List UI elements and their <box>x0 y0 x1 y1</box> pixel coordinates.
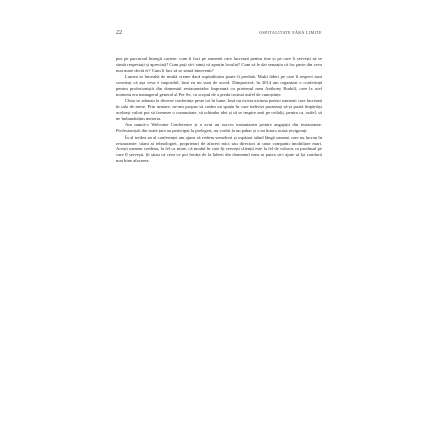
body-text <box>116 56 322 164</box>
running-title: OSPITALITATE FĂRĂ LIMITE <box>259 30 322 35</box>
paragraph: pus pe parcursul întregii cariere: cum îi faci pe oamenii care lucrează pentru tine și pe care îi servești să se simtă respectați și apreciați? Cum poți să-i simți că aparțin locului? Cum să le dai senzația că fac parte din ceva mai mare decât ei? Cum îi faci să se simtă binevenit? <box>116 56 322 73</box>
paragraph: Am numit-o Welcome Conference și a avut un succes instantaneu printre angajații din restaurante. Profesioniștii din toată țara au participat la prelegeri, au vorbit la un pahar și s-au întors acasă revigorați. <box>116 122 322 133</box>
paragraph: Lumea se întreabă de multă vreme dacă ospitalitatea poate fi predată. Mulți lideri pe care îi respect sunt convinși că așa ceva e imposibil, însă eu nu sunt de acord. Dimpotrivă, în 2014 am organizat o conferință pentru profesioniștii din domeniul restaurantelor împreună cu prietenul meu Anthony Rudolf, care la acel moment era managerul general al Per Se, cu scopul de a preda tocmai astfel de cunoștințe. <box>116 74 322 97</box>
running-head <box>116 30 322 36</box>
paragraph: În al treilea an al conferinței am ajuns să vedem somelieri și ospătari stând lângă oameni care nu lucrau în restaurante: titani ai tehnologiei, proprietari de afaceri mici sau directori ai unor companii imobiliare mari. Acești oameni credeau, la fel ca mine, că modul în care îți servești clienții este la fel de valoros ca produsul pe care îl servești. Și știau că ceea ce pot învăța de la liderii din domeniul meu ar putea să-i ajute să își conducă mai bine afacerea. <box>116 134 322 163</box>
paragraph: Chiar se adunau la diverse conferințe peste tot în lume, însă nu exista niciuna pentru oamenii care lucrează în sala de mese. Prin urmare, ne-am propus să creăm un spațiu în care indivizi pasionați să-și poată împărtăși aceleași valori pot să formeze o comunitate, să schimbe idei și să se inspire unii pe ceilalți, pentru ca, astfel, să ne îmbunătățim meseria. <box>116 98 322 121</box>
page-number: 22 <box>116 30 122 36</box>
